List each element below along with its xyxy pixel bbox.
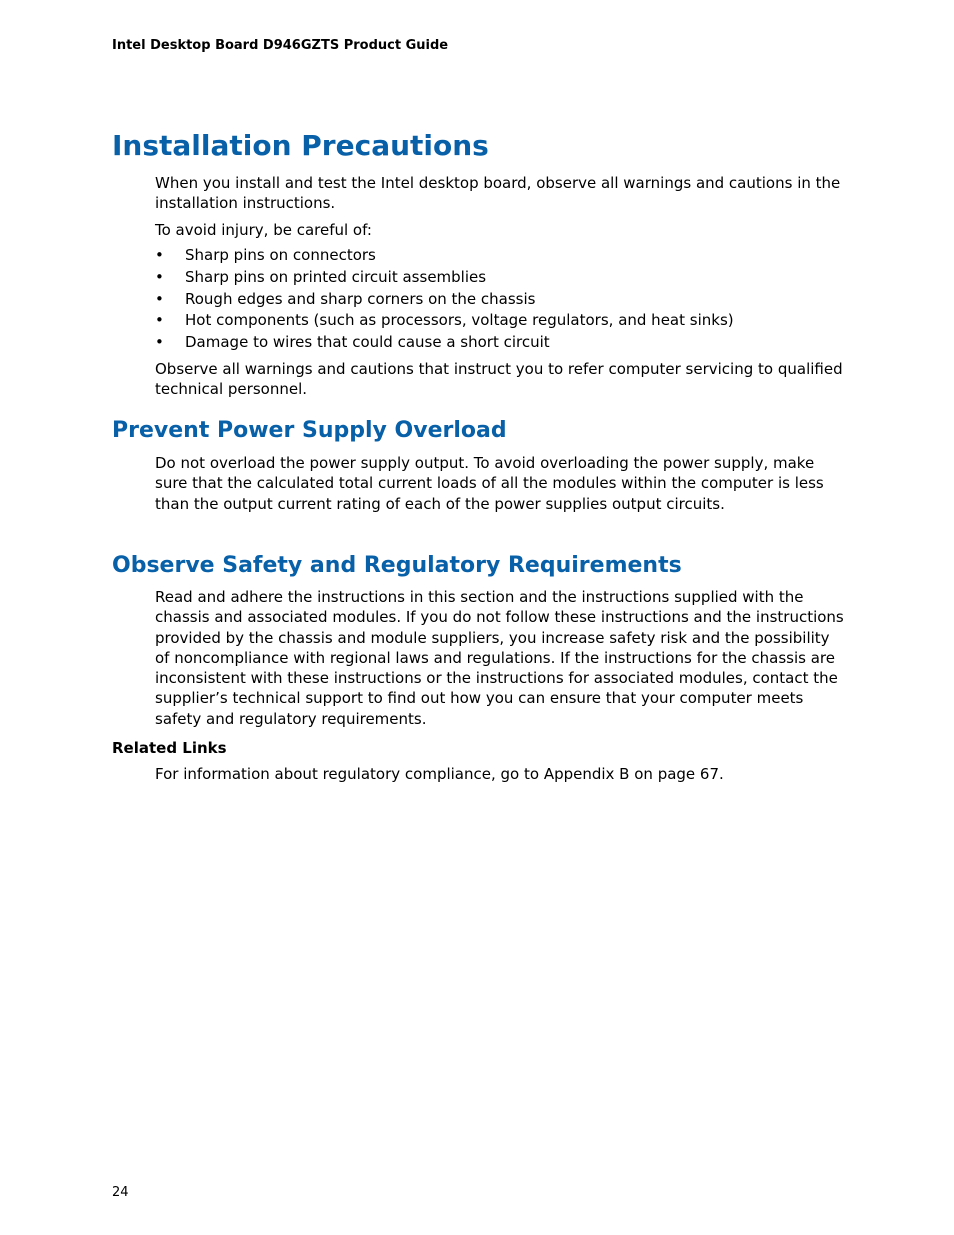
list-item-text: Hot components (such as processors, voltage regulators, and heat sinks)	[185, 311, 734, 330]
servicing-warning-paragraph: Observe all warnings and cautions that instruct you to refer computer servicing to qualified technical personnel.	[155, 360, 843, 399]
injury-lead-in: To avoid injury, be careful of:	[155, 221, 372, 239]
list-item-text: Damage to wires that could cause a short circuit	[185, 333, 550, 351]
bullet-icon: •	[155, 246, 164, 264]
page-number: 24	[112, 1185, 129, 1200]
list-item-text: Sharp pins on connectors	[185, 246, 376, 264]
running-header-title: Intel Desktop Board D946GZTS Product Guide	[112, 38, 449, 53]
list-item	[155, 289, 734, 311]
list-item	[155, 245, 734, 267]
safety-paragraph: Read and adhere the instructions in this section and the instructions supplied with the chassis and associated modules. If you do not follow these instructions and the instructions provided by the chassis and module suppliers, you increase safety risk and the possibility of noncompliance with regional laws and regulations. If the instructions for the chassis are inconsistent with these instructions or the instructions for associated modules, contact the supplier’s technical support to find out how you can ensure that your computer meets safety and regulatory requirements.	[155, 588, 844, 728]
list-item	[155, 267, 734, 289]
injury-hazard-list	[155, 245, 734, 354]
bullet-icon: •	[155, 289, 164, 308]
power-supply-paragraph: Do not overload the power supply output. To avoid overloading the power supply, make sure that the calculated total current loads of all the modules within the computer is less than the output current rating of each of the power supplies output circuits.	[155, 454, 824, 513]
section-heading-safety: Observe Safety and Regulatory Requirements	[112, 553, 682, 578]
related-links-text: For information about regulatory compliance, go to Appendix B on page 67.	[155, 765, 724, 783]
bullet-icon: •	[155, 267, 164, 286]
list-item-text: Rough edges and sharp corners on the chassis	[185, 289, 536, 308]
list-item	[155, 310, 734, 332]
installation-intro-paragraph: When you install and test the Intel desktop board, observe all warnings and cautions in the installation instructions.	[155, 174, 841, 213]
related-links-heading: Related Links	[112, 739, 227, 757]
list-item-text: Sharp pins on printed circuit assemblies	[185, 267, 487, 286]
section-heading-power-supply: Prevent Power Supply Overload	[112, 418, 507, 443]
page-title: Installation Precautions	[112, 129, 489, 162]
bullet-icon: •	[155, 311, 164, 330]
list-item	[155, 332, 734, 354]
bullet-icon: •	[155, 333, 164, 351]
